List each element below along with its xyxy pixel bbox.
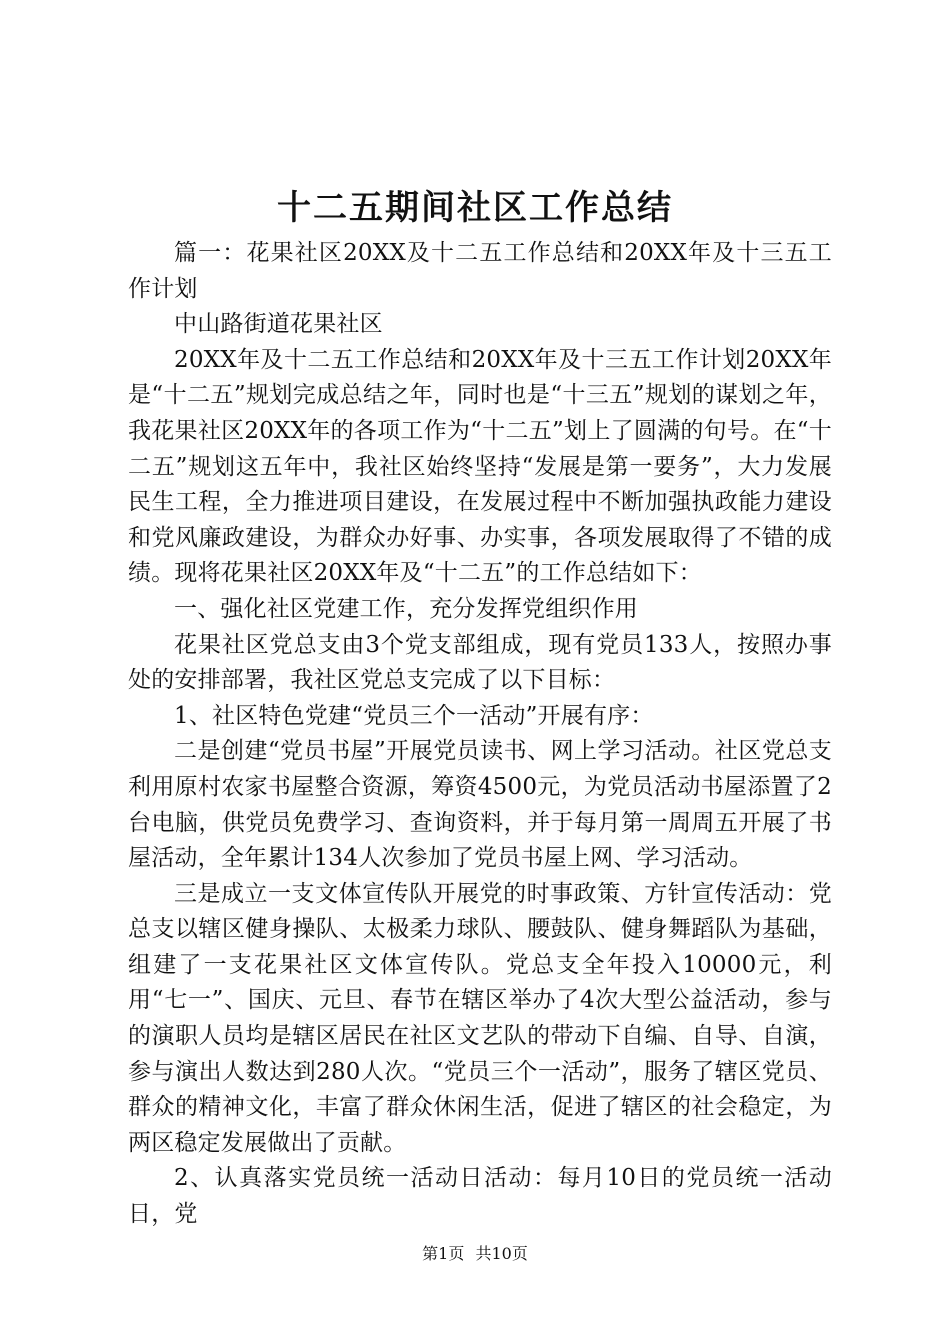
subheading-2: 2、认真落实党员统一活动日活动：每月10日的党员统一活动日，党 [128, 1165, 832, 1228]
paragraph-party-branch: 花果社区党总支由3个党支部组成，现有党员133人，按照办事处的安排部署，我社区党总支完成了以下目标： [128, 631, 832, 694]
paragraph-intro: 20XX年及十二五工作总结和20XX年及十三五工作计划20XX年是“十二五”规划完成总结之年，同时也是“十三五”规划的谋划之年，我花果社区20XX年的各项工作为“十二五”划上了圆满的句号。在“十二五”规划这五年中，我社区始终坚持“发展是第一要务”，大力发展民生工程，全力推进项目建设，在发展过程中不断加强执政能力建设和党风廉政建设，为群众办好事、办实事，各项发展取得了不错的成绩。现将花果社区20XX年及“十二五”的工作总结如下： [128, 346, 832, 587]
document-body [128, 236, 832, 1233]
paragraph-propaganda-team: 三是成立一支文体宣传队开展党的时事政策、方针宣传活动：党总支以辖区健身操队、太极柔力球队、腰鼓队、健身舞蹈队为基础，组建了一支花果社区文体宣传队。党总支全年投入10000元，利用“七一”、国庆、元旦、春节在辖区举办了4次大型公益活动，参与的演职人员均是辖区居民在社区文艺队的带动下自编、自导、自演，参与演出人数达到280人次。“党员三个一活动”，服务了辖区党员、群众的精神文化，丰富了群众休闲生活，促进了辖区的社会稳定，为两区稳定发展做出了贡献。 [128, 880, 832, 1156]
page-total: 共10页 [475, 1244, 528, 1263]
page-footer [0, 1243, 950, 1265]
section-heading-1: 一、强化社区党建工作，充分发挥党组织作用 [174, 595, 638, 622]
paragraph-heading-1: 篇一：花果社区20XX及十二五工作总结和20XX年及十三五工作计划 [128, 240, 832, 302]
subheading-1: 1、社区特色党建“党员三个一活动”开展有序： [174, 702, 654, 729]
document-title: 十二五期间社区工作总结 [277, 188, 673, 228]
page-number: 第1页 [422, 1244, 465, 1263]
paragraph-book-house: 二是创建“党员书屋”开展党员读书、网上学习活动。社区党总支利用原村农家书屋整合资源，筹资4500元，为党员活动书屋添置了2台电脑，供党员免费学习、查询资料，并于每月第一周周五开展了书屋活动，全年累计134人次参加了党员书屋上网、学习活动。 [128, 738, 832, 872]
paragraph-organization: 中山路街道花果社区 [174, 311, 383, 338]
